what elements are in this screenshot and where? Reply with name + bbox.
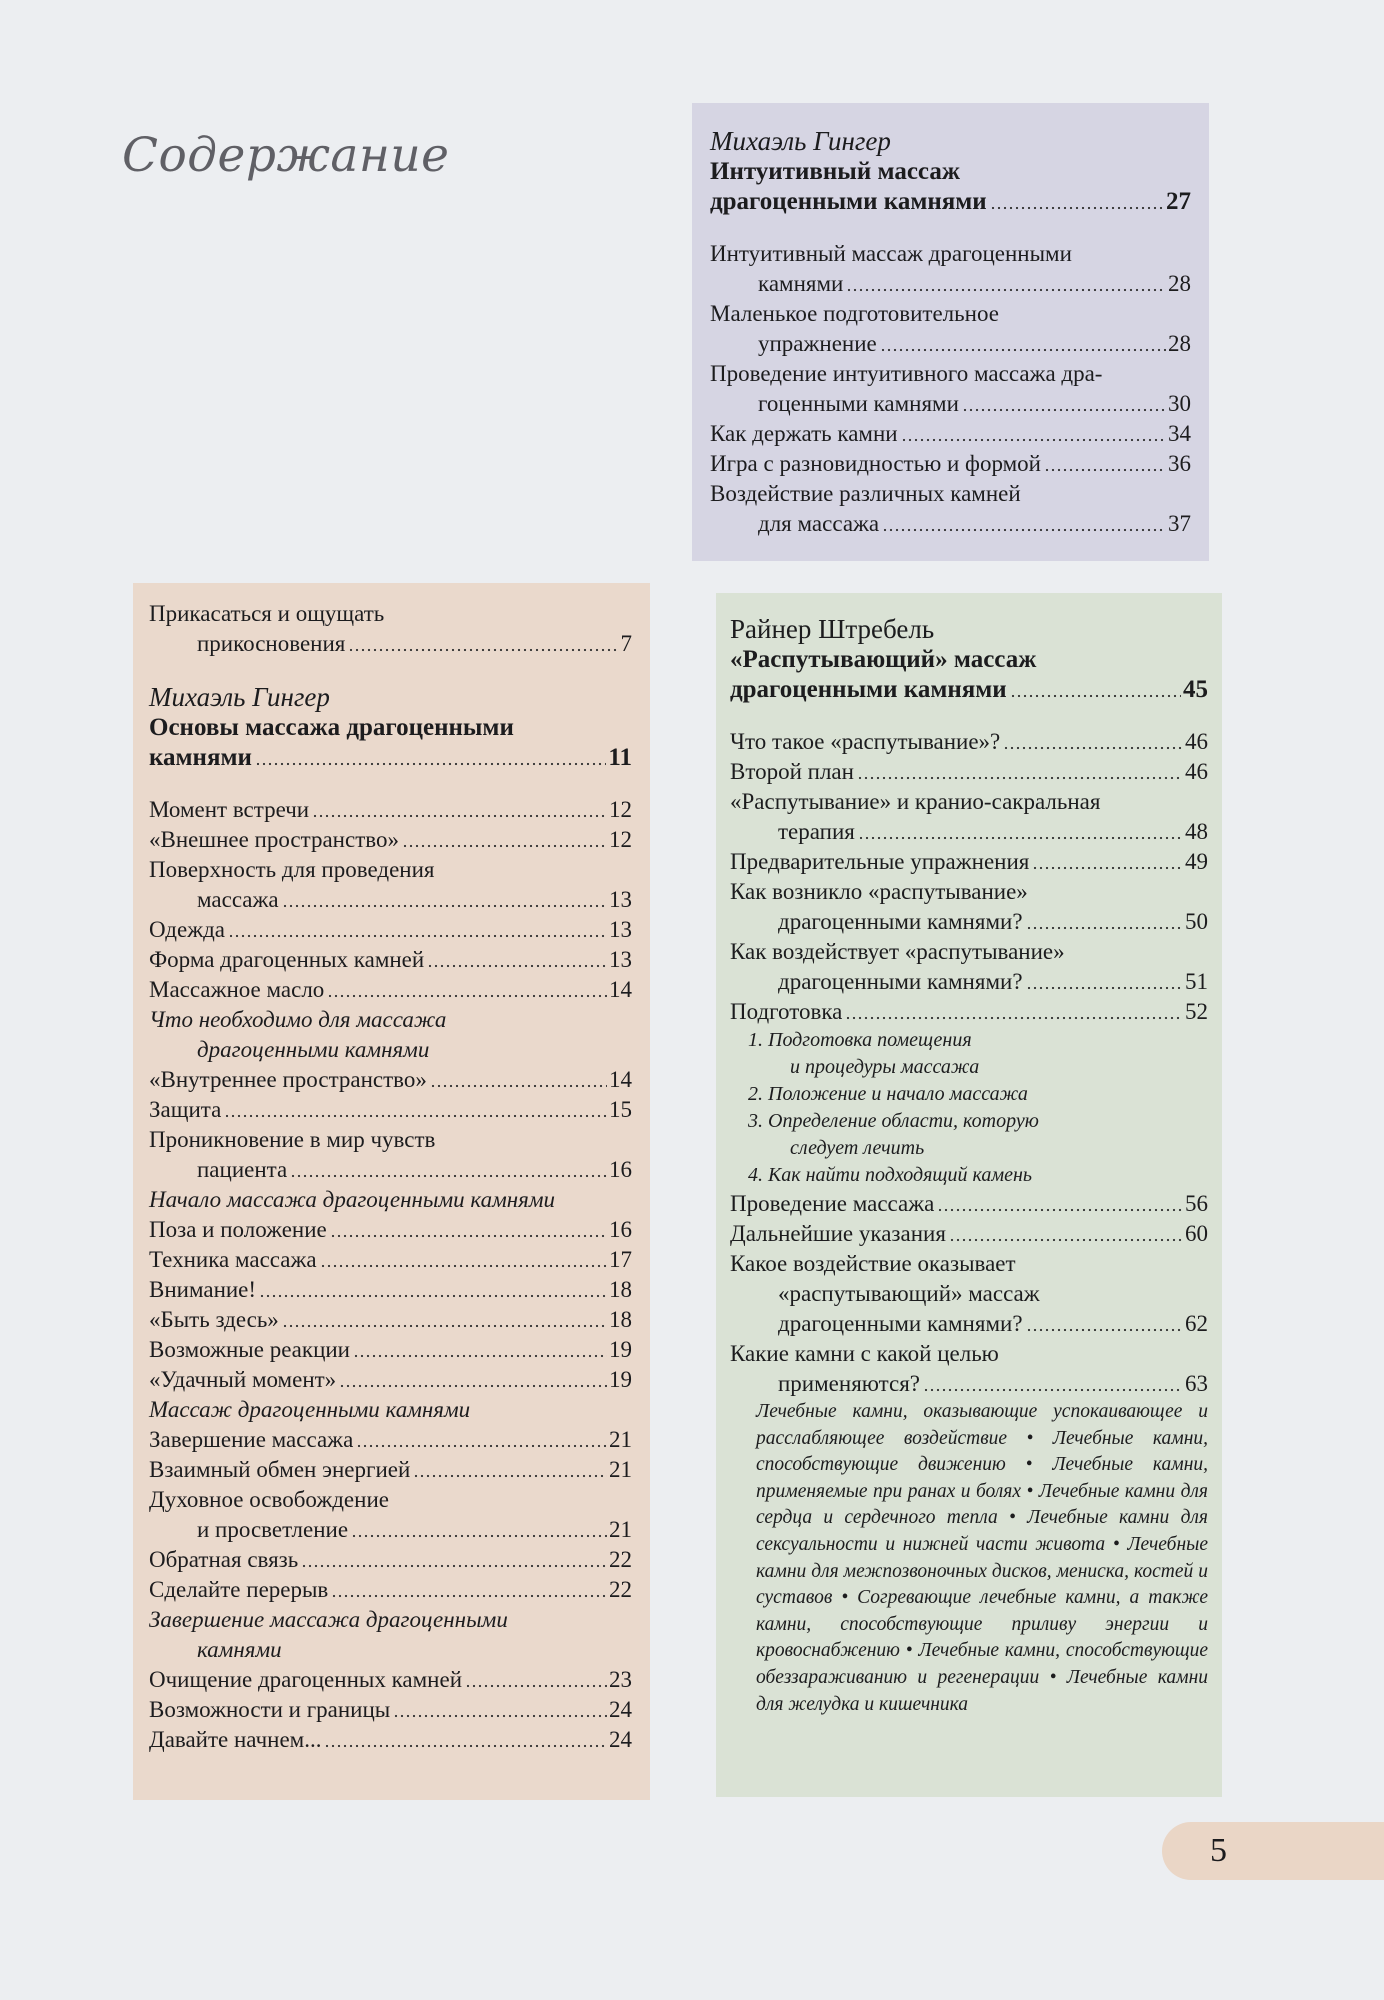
toc-section-intuitive-massage: [692, 103, 1209, 561]
page-number-tab: [1162, 1822, 1384, 1880]
entry-title-line: Воздействие различных камней: [710, 481, 1021, 506]
toc-entry[interactable]: [730, 1249, 1208, 1339]
section-author: Михаэль Гингер: [149, 682, 330, 712]
page-number: 5: [1210, 1832, 1227, 1869]
subsection-title: Начало массажа драгоценными камнями: [149, 1187, 556, 1212]
entry-title: Момент встречи: [149, 797, 310, 822]
entry-title: Очищение драгоценных камней: [149, 1667, 463, 1692]
section-heading-line: Основы массажа драгоценными: [149, 714, 514, 741]
entry-title: драгоценными камнями: [710, 188, 987, 215]
entry-page: 16: [609, 1217, 632, 1242]
entry-title: «Внутреннее пространство»: [149, 1067, 427, 1092]
entry-title: гоценными камнями: [758, 391, 959, 416]
entry-page: 34: [1168, 421, 1191, 446]
entry-page: 45: [1183, 676, 1208, 703]
entry-title-line: Как воздействует «распутывание»: [730, 939, 1065, 964]
toc-entry-list: [149, 1665, 632, 1755]
entry-title: Массажное масло: [149, 977, 325, 1002]
entry-title-line: Интуитивный массаж драгоценными: [710, 241, 1072, 266]
entry-title: Взаимный обмен энергией: [149, 1457, 411, 1482]
entry-page: 63: [1185, 1371, 1208, 1396]
entry-title: драгоценными камнями?: [778, 909, 1023, 934]
entry-page: 22: [609, 1577, 632, 1602]
entry-page: 52: [1185, 999, 1208, 1024]
entry-title: Как держать камни: [710, 421, 898, 446]
toc-entry[interactable]: [710, 449, 1191, 479]
page-title: Содержание: [122, 128, 450, 183]
entry-title: Проведение массажа: [730, 1191, 935, 1216]
entry-page: 24: [609, 1727, 632, 1752]
entry-title: Поза и положение: [149, 1217, 327, 1242]
entry-title-line: Маленькое подготовительное: [710, 301, 999, 326]
entry-title: Одежда: [149, 917, 226, 942]
entry-page: 37: [1168, 511, 1191, 536]
entry-page: 56: [1185, 1191, 1208, 1216]
entry-title-line: Какое воздействие оказывает: [730, 1251, 1016, 1276]
entry-page: 21: [609, 1457, 632, 1482]
toc-entry[interactable]: [149, 855, 632, 915]
toc-entry-list: [710, 239, 1191, 539]
entry-title: пациента: [197, 1157, 288, 1182]
entry-title-line: Поверхность для проведения: [149, 857, 435, 882]
entry-page: 13: [609, 947, 632, 972]
entry-page: 11: [608, 744, 632, 771]
entry-title: «Удачный момент»: [149, 1367, 337, 1392]
toc-entry[interactable]: [149, 945, 632, 975]
toc-entry[interactable]: [149, 975, 632, 1005]
toc-entry[interactable]: [149, 1425, 632, 1455]
entry-page: 16: [609, 1157, 632, 1182]
entry-title-line: Как возникло «распутывание»: [730, 879, 1028, 904]
entry-title: упражнение: [758, 331, 877, 356]
toc-entry[interactable]: [710, 239, 1191, 299]
toc-entry[interactable]: [149, 1545, 632, 1575]
entry-page: 18: [609, 1307, 632, 1332]
toc-entry[interactable]: [149, 599, 632, 659]
entry-page: 14: [609, 977, 632, 1002]
entry-page: 12: [609, 797, 632, 822]
entry-title: Что такое «распутывание»?: [730, 729, 1001, 754]
toc-entry[interactable]: [149, 1245, 632, 1275]
toc-entry-list: [730, 727, 1208, 1027]
toc-entry[interactable]: [149, 1125, 632, 1185]
entry-page: 21: [609, 1517, 632, 1542]
entry-title: Давайте начнем...: [149, 1727, 322, 1752]
toc-entry[interactable]: [710, 359, 1191, 419]
toc-entry[interactable]: [149, 1095, 632, 1125]
numbered-subsection: 1. Подготовка помещения и процедуры массажа: [748, 1029, 980, 1078]
numbered-subsection: 4. Как найти подходящий камень: [748, 1164, 1033, 1186]
entry-page: 51: [1185, 969, 1208, 994]
entry-page: 60: [1185, 1221, 1208, 1246]
toc-entry[interactable]: [149, 1575, 632, 1605]
entry-page: 13: [609, 917, 632, 942]
entry-title: Защита: [149, 1097, 222, 1122]
toc-entry[interactable]: [730, 877, 1208, 937]
toc-entry[interactable]: [730, 787, 1208, 847]
subsection-title: Завершение массажа драгоценными камнями: [149, 1607, 508, 1662]
toc-entry[interactable]: [730, 727, 1208, 757]
toc-entry[interactable]: [710, 299, 1191, 359]
entry-title: «Быть здесь»: [149, 1307, 279, 1332]
entry-title: Предварительные упражнения: [730, 849, 1030, 874]
entry-title: камнями: [149, 744, 252, 771]
entry-page: 62: [1185, 1311, 1208, 1336]
toc-entry[interactable]: [149, 1665, 632, 1695]
toc-entry-list: [730, 1189, 1208, 1399]
entry-title: терапия: [778, 819, 855, 844]
toc-entry[interactable]: [149, 1275, 632, 1305]
toc-entry[interactable]: [149, 1215, 632, 1245]
toc-entry[interactable]: [730, 997, 1208, 1027]
entry-page: 12: [609, 827, 632, 852]
entry-title: драгоценными камнями?: [778, 1311, 1023, 1336]
numbered-subsection: 3. Определение области, которую следует лечить: [748, 1110, 1039, 1159]
entry-page: 7: [620, 631, 632, 656]
entry-page: 21: [609, 1427, 632, 1452]
entry-title: Второй план: [730, 759, 854, 784]
toc-entry[interactable]: [149, 1335, 632, 1365]
entry-title: Игра с разновидностью и формой: [710, 451, 1041, 476]
entry-page: 19: [609, 1337, 632, 1362]
entry-title: массажа: [197, 887, 279, 912]
toc-entry[interactable]: [710, 479, 1191, 539]
entry-title: Техника массажа: [149, 1247, 317, 1272]
entry-page: 36: [1168, 451, 1191, 476]
toc-entry[interactable]: [149, 1365, 632, 1395]
toc-entry[interactable]: [149, 1725, 632, 1755]
entry-title: камнями: [758, 271, 844, 296]
toc-entry[interactable]: [149, 1485, 632, 1545]
toc-entry-list: [149, 1065, 632, 1185]
entry-title: «Внешнее пространство»: [149, 827, 399, 852]
toc-entry-list: [149, 795, 632, 1005]
toc-entry-list: [149, 1425, 632, 1605]
entry-title: драгоценными камнями: [730, 676, 1007, 703]
entry-title-line: Проникновение в мир чувств: [149, 1127, 436, 1152]
entry-page: 14: [609, 1067, 632, 1092]
entry-page: 17: [609, 1247, 632, 1272]
entry-page: 24: [609, 1697, 632, 1722]
entry-page: 28: [1168, 271, 1191, 296]
entry-title: применяются?: [778, 1371, 920, 1396]
toc-entry[interactable]: [730, 757, 1208, 787]
entry-title: прикосновения: [197, 631, 346, 656]
toc-section-basics: [133, 583, 650, 1800]
entry-title: Возможности и границы: [149, 1697, 391, 1722]
subsection-title: Что необходимо для массажа драгоценными камнями: [149, 1007, 447, 1062]
entry-page: 19: [609, 1367, 632, 1392]
toc-entry[interactable]: [730, 675, 1208, 705]
stones-description: Лечебные камни, оказывающие успокаивающее и расслабляющее воздействие • Лечебные камни, способствующие движению • Лечебные камни, применяемые при ранах и болях • Лечебные камни для сердца и сердечного тепла • Лечебные камни для сексуальности и нижней части живота • Лечебные камни для межпозвоночных дисков, мениска, костей и суставов • Согревающие лечебные камни, а также камни, способствующие приливу энергии и кровоснабжению • Лечебные камни, способствующие обеззараживанию и регенерации • Лечебные камни для желудка и кишечника: [756, 1401, 1208, 1715]
entry-page: 28: [1168, 331, 1191, 356]
toc-entry[interactable]: [149, 743, 632, 773]
entry-title: Внимание!: [149, 1277, 257, 1302]
entry-page: 22: [609, 1547, 632, 1572]
entry-title-line: Проведение интуитивного массажа дра-: [710, 361, 1103, 386]
entry-title-line: Прикасаться и ощущать: [149, 601, 385, 626]
section-author: Райнер Штребель: [730, 614, 935, 644]
entry-page: 46: [1185, 729, 1208, 754]
entry-page: 46: [1185, 759, 1208, 784]
entry-title: и просветление: [197, 1517, 349, 1542]
toc-entry[interactable]: [730, 1219, 1208, 1249]
toc-entry[interactable]: [730, 1339, 1208, 1399]
toc-entry[interactable]: [149, 795, 632, 825]
toc-section-unravelling-massage: [716, 593, 1222, 1797]
entry-page: 18: [609, 1277, 632, 1302]
toc-entry[interactable]: [710, 419, 1191, 449]
section-heading-line: Интуитивный массаж: [710, 158, 960, 185]
toc-entry[interactable]: [730, 1189, 1208, 1219]
entry-title: Подготовка: [730, 999, 843, 1024]
section-heading-line: «Распутывающий» массаж: [730, 646, 1037, 673]
entry-page: 23: [609, 1667, 632, 1692]
entry-title: для массажа: [758, 511, 880, 536]
entry-title: Завершение массажа: [149, 1427, 354, 1452]
toc-entry[interactable]: [730, 847, 1208, 877]
entry-page: 13: [609, 887, 632, 912]
entry-title: Дальнейшие указания: [730, 1221, 946, 1246]
entry-title-line: «Распутывание» и кранио-сакральная: [730, 789, 1101, 814]
entry-page: 50: [1185, 909, 1208, 934]
toc-entry[interactable]: [149, 1455, 632, 1485]
entry-title: Возможные реакции: [149, 1337, 350, 1362]
entry-page: 30: [1168, 391, 1191, 416]
entry-page: 15: [609, 1097, 632, 1122]
toc-entry[interactable]: [149, 1065, 632, 1095]
subsection-title: Массаж драгоценными камнями: [149, 1397, 471, 1422]
entry-title-line: Какие камни с какой целью: [730, 1341, 999, 1366]
toc-entry[interactable]: [730, 937, 1208, 997]
numbered-subsection: 2. Положение и начало массажа: [748, 1083, 1028, 1105]
section-author: Михаэль Гингер: [710, 126, 891, 156]
entry-title: драгоценными камнями?: [778, 969, 1023, 994]
entry-page: 48: [1185, 819, 1208, 844]
toc-entry[interactable]: [149, 1695, 632, 1725]
entry-title: Сделайте перерыв: [149, 1577, 329, 1602]
entry-page: 27: [1166, 188, 1191, 215]
toc-entry[interactable]: [710, 187, 1191, 217]
toc-entry[interactable]: [149, 1305, 632, 1335]
numbered-subsections: [730, 1027, 1208, 1189]
entry-title: Форма драгоценных камней: [149, 947, 425, 972]
toc-entry-list: [149, 1215, 632, 1395]
entry-title-line: «распутывающий» массаж: [778, 1281, 1040, 1306]
entry-title-line: Духовное освобождение: [149, 1487, 389, 1512]
entry-page: 49: [1185, 849, 1208, 874]
toc-entry[interactable]: [149, 825, 632, 855]
toc-entry[interactable]: [149, 915, 632, 945]
entry-title: Обратная связь: [149, 1547, 299, 1572]
